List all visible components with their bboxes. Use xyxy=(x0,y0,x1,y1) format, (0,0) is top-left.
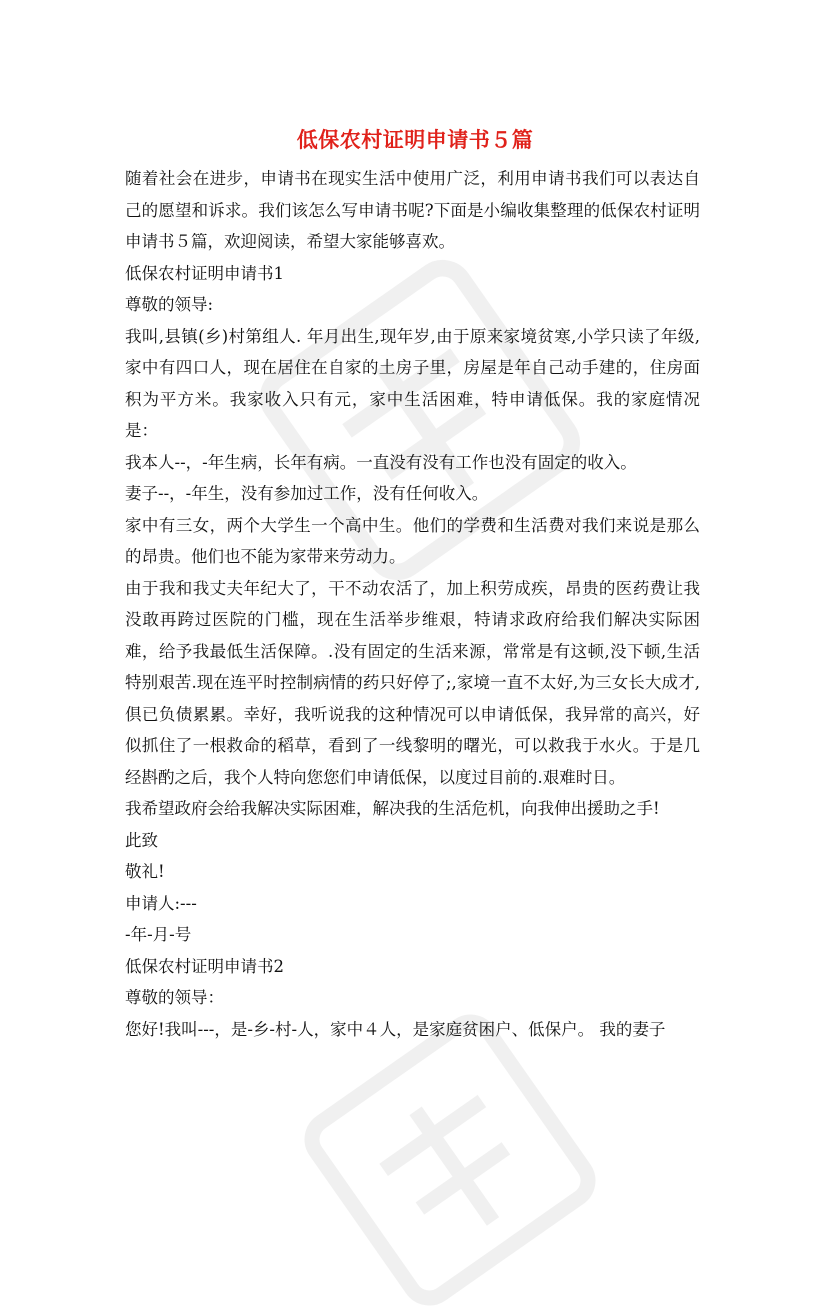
closing-line: 此致 xyxy=(125,830,158,850)
section-heading: 低保农村证明申请书1 xyxy=(125,263,284,283)
document-body xyxy=(125,163,700,1045)
body-paragraph: 由于我和我丈夫年纪大了，干不动农活了，加上积劳成疾，昂贵的医药费让我没敢再跨过医院的门槛，现在生活举步维艰，特请求政府给我们解决实际困难，给予我最低生活保障。.没有固定的生活来源，常常是有这顿,没下顿,生活特别艰苦.现在连平时控制病情的药只好停了;,家境一直不太好,为三女长大成才,倶已负债累累。幸好，我听说我的这种情况可以申请低保，我异常的高兴，好似抓住了一根救命的稻草，看到了一线黎明的曙光，可以救我于水火。于是几经斟酌之后，我个人特向您您们申请低保，以度过目前的.艰难时日。 xyxy=(125,578,700,787)
watermark-logo-2 xyxy=(300,1010,600,1310)
date-line: -年-月-号 xyxy=(125,925,192,944)
section-heading: 低保农村证明申请书2 xyxy=(125,956,284,976)
intro-paragraph: 随着社会在进步，申请书在现实生活中使用广泛，利用申请书我们可以表达自己的愿望和诉求。我们该怎么写申请书呢?下面是小编收集整理的低保农村证明申请书５篇，欢迎阅读，希望大家能够喜欢。 xyxy=(125,169,700,251)
body-paragraph: 我希望政府会给我解决实际困难，解决我的生活危机，向我伸出援助之手! xyxy=(125,799,660,818)
salutation: 尊敬的领导: xyxy=(125,295,214,314)
body-paragraph: 妻子--，-年生，没有参加过工作，没有任何收入。 xyxy=(125,484,489,503)
closing-line: 敬礼! xyxy=(125,862,165,881)
body-paragraph: 您好!我叫---，是-乡-村-人，家中４人，是家庭贫困户、低保户。 我的妻子 xyxy=(125,1019,666,1039)
document-title: 低保农村证明申请书５篇 xyxy=(296,128,534,152)
salutation: 尊敬的领导： xyxy=(125,988,224,1007)
applicant-signature: 申请人:--- xyxy=(125,893,197,913)
body-paragraph: 我本人--，-年生病，长年有病。一直没有没有工作也没有固定的收入。 xyxy=(125,452,637,472)
body-paragraph: 我叫,县镇(乡)村第组人. 年月出生,现年岁,由于原来家境贫寒,小学只读了年级,家中有四口人，现在居住在自家的土房子里，房屋是年自己动手建的，住房面积为平方米。我家收入只有元，家中生活困难，特申请低保。我的家庭情况是： xyxy=(125,326,700,440)
body-paragraph: 家中有三女，两个大学生一个高中生。他们的学费和生活费对我们来说是那么的昂贵。他们也不能为家带来劳动力。 xyxy=(125,515,700,566)
